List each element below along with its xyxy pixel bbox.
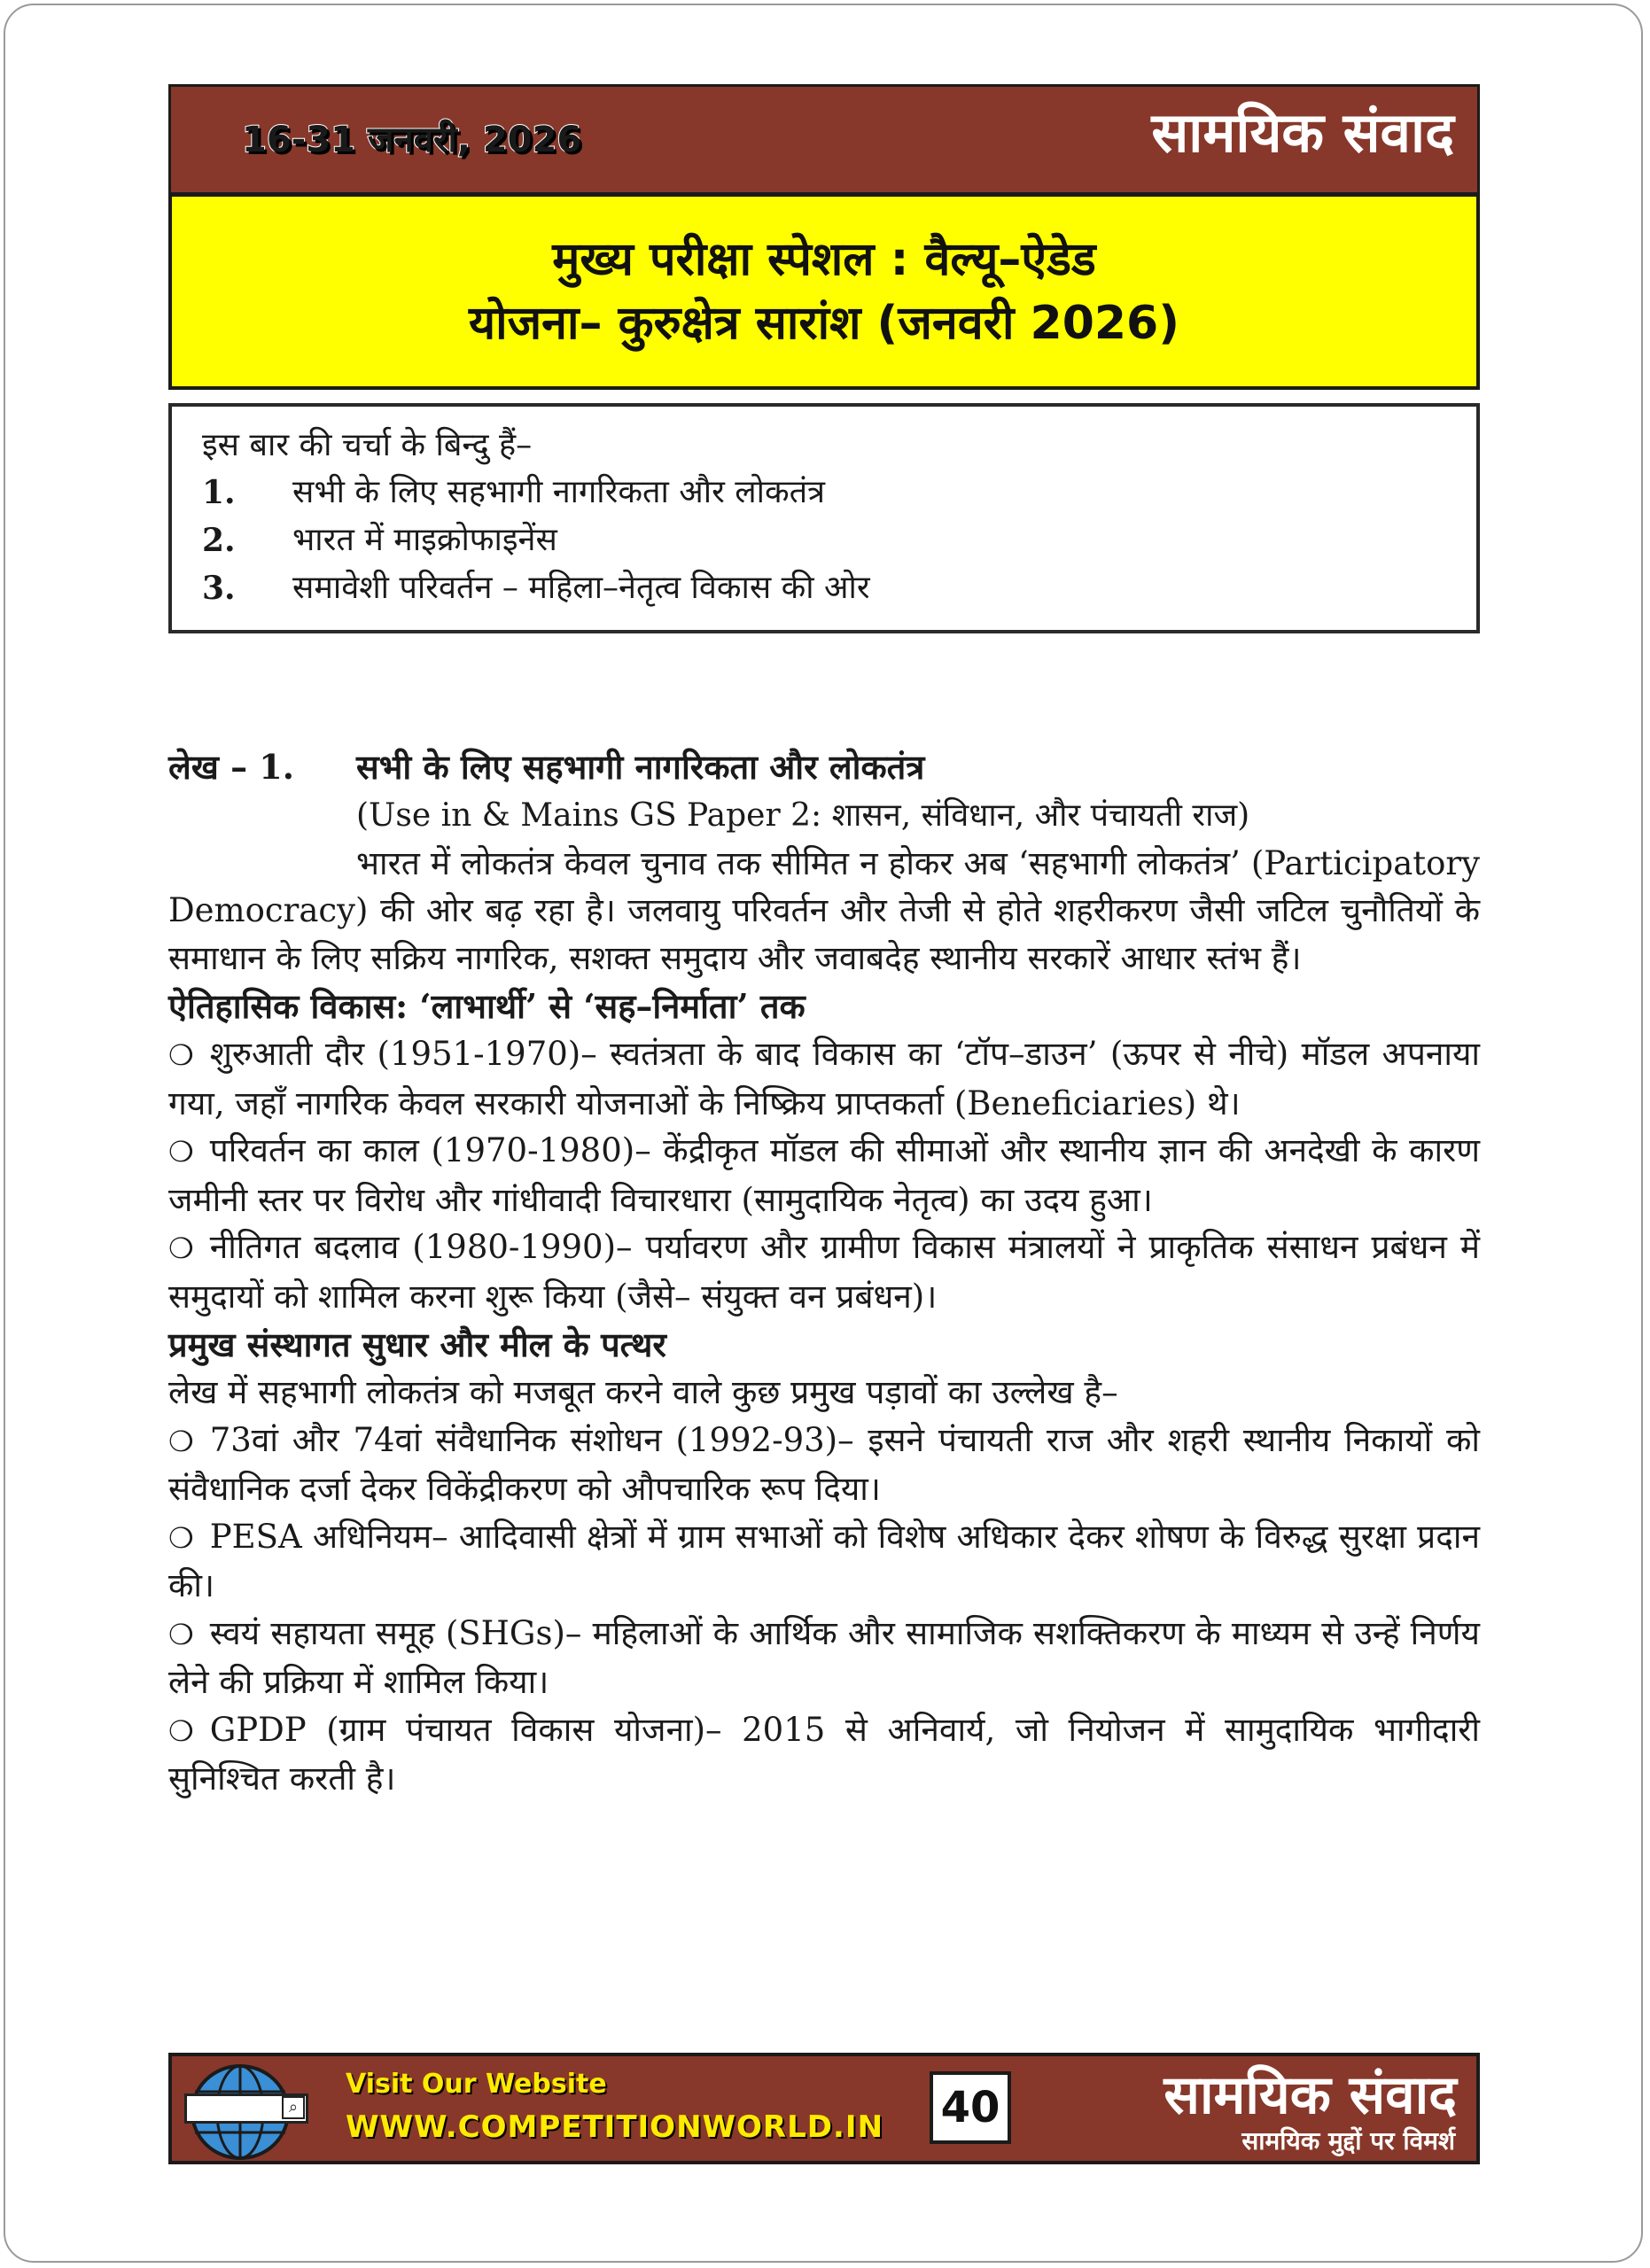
topic-number: 3. — [202, 570, 236, 607]
bullet-circle-icon: ❍ — [168, 1424, 194, 1458]
bullet-text: नीतिगत बदलाव (1980-1990)– पर्यावरण और ग्रामीण विकास मंत्रालयों ने प्राकृतिक संसाधन प्रबंधन में समुदायों को शामिल करना शुरू किया (जैसे– संयुक्त वन प्रबंधन)। — [168, 1228, 1480, 1316]
bullet-text: शुरुआती दौर (1951-1970)– स्वतंत्रता के बाद विकास का ‘टॉप–डाउन’ (ऊपर से नीचे) मॉडल अपनाया गया, जहाँ नागरिक केवल सरकारी योजनाओं के निष्क्रिय प्राप्तकर्ता (Beneficiaries) थे। — [168, 1035, 1480, 1122]
footer-bar — [168, 2053, 1480, 2164]
footer-tagline: सामयिक मुद्दों पर विमर्श — [1241, 2126, 1455, 2155]
list-item — [168, 1223, 1480, 1320]
bullet-circle-icon: ❍ — [168, 1135, 194, 1169]
title-line-1: मुख्य परीक्षा स्पेशल : वैल्यू–ऐडेड — [552, 233, 1096, 286]
article-intro: भारत में लोकतंत्र केवल चुनाव तक सीमित न होकर अब ‘सहभागी लोकतंत्र’ (Participatory Democracy) की ओर बढ़ रहा है। जलवायु परिवर्तन और तेजी से होते शहरीकरण जैसी जटिल चुनौतियों के समाधान के लिए सक्रिय नागरिक, सशक्त समुदाय और जवाबदेह स्थानीय सरकारें आधार स्तंभ हैं। — [168, 843, 1480, 977]
list-item — [168, 1127, 1480, 1223]
search-icon: ⌕ — [282, 2096, 305, 2119]
magazine-title: सामयिक संवाद — [1151, 100, 1454, 165]
article-title: सभी के लिए सहभागी नागरिकता और लोकतंत्र — [356, 747, 925, 787]
visit-label: Visit Our Website — [346, 2069, 607, 2100]
topic-number: 1. — [202, 474, 236, 511]
list-item — [168, 1610, 1480, 1706]
section-intro: लेख में सहभागी लोकतंत्र को मजबूत करने वाले कुछ प्रमुख पड़ावों का उल्लेख है– — [168, 1373, 1118, 1411]
list-item — [168, 1513, 1480, 1610]
header-bar — [168, 84, 1480, 195]
bullet-circle-icon: ❍ — [168, 1617, 194, 1651]
topic-item — [202, 469, 1450, 517]
bullet-text: PESA अधिनियम– आदिवासी क्षेत्रों में ग्राम सभाओं को विशेष अधिकार देकर शोषण के विरुद्ध सुरक्षा प्रदान की। — [168, 1517, 1480, 1604]
topic-text: भारत में माइक्रोफाइनेंस — [292, 522, 557, 558]
page-number: 40 — [930, 2071, 1011, 2144]
section-heading-reforms: प्रमुख संस्थागत सुधार और मील के पत्थर — [168, 1324, 666, 1364]
topic-item — [202, 517, 1450, 564]
topic-text: समावेशी परिवर्तन – महिला–नेतृत्व विकास की ओर — [292, 570, 870, 606]
bullet-text: परिवर्तन का काल (1970-1980)– केंद्रीकृत मॉडल की सीमाओं और स्थानीय ज्ञान की अनदेखी के कारण जमीनी स्तर पर विरोध और गांधीवादी विचारधारा (सामुदायिक नेतृत्व) का उदय हुआ। — [168, 1131, 1480, 1219]
list-item — [168, 1706, 1480, 1803]
topic-number: 2. — [202, 522, 236, 559]
topics-box — [168, 403, 1480, 633]
bullet-text: 73वां और 74वां संवैधानिक संशोधन (1992-93)– इसने पंचायती राज और शहरी स्थानीय निकायों को संवैधानिक दर्जा देकर विकेंद्रीकरण को औपचारिक रूप दिया। — [168, 1420, 1480, 1508]
bullet-circle-icon: ❍ — [168, 1713, 194, 1748]
topic-text: सभी के लिए सहभागी नागरिकता और लोकतंत्र — [292, 474, 826, 510]
section-heading-history: ऐतिहासिक विकास: ‘लाभार्थी’ से ‘सह–निर्माता’ तक — [168, 986, 806, 1026]
issue-date: 16-31 जनवरी, 2026 — [242, 120, 582, 160]
article-source: (Use in & Mains GS Paper 2: शासन, संविधान, और पंचायती राज) — [356, 797, 1250, 834]
title-box — [168, 193, 1480, 390]
bullet-circle-icon: ❍ — [168, 1038, 194, 1072]
bullet-text: GPDP (ग्राम पंचायत विकास योजना)– 2015 से अनिवार्य, जो नियोजन में सामुदायिक भागीदारी सुनिश्चित करती है। — [168, 1710, 1480, 1798]
article-heading — [168, 742, 1480, 792]
article-label: लेख – 1. — [168, 747, 294, 787]
topics-intro: इस बार की चर्चा के बिन्दु हैं– — [202, 427, 533, 463]
list-item — [168, 1030, 1480, 1127]
bullet-text: स्वयं सहायता समूह (SHGs)– महिलाओं के आर्थिक और सामाजिक सशक्तिकरण के माध्यम से उन्हें निर्णय लेने की प्रक्रिया में शामिल किया। — [168, 1613, 1480, 1701]
list-item — [168, 1417, 1480, 1513]
topic-item — [202, 564, 1450, 612]
website-link[interactable]: WWW.COMPETITIONWORLD.IN — [346, 2109, 884, 2145]
bullet-circle-icon: ❍ — [168, 1520, 194, 1555]
article — [168, 742, 1480, 1803]
bullet-circle-icon: ❍ — [168, 1231, 194, 1265]
title-line-2: योजना– कुरुक्षेत्र सारांश (जनवरी 2026) — [468, 297, 1180, 350]
footer-magazine-title: सामयिक संवाद — [1164, 2064, 1457, 2126]
